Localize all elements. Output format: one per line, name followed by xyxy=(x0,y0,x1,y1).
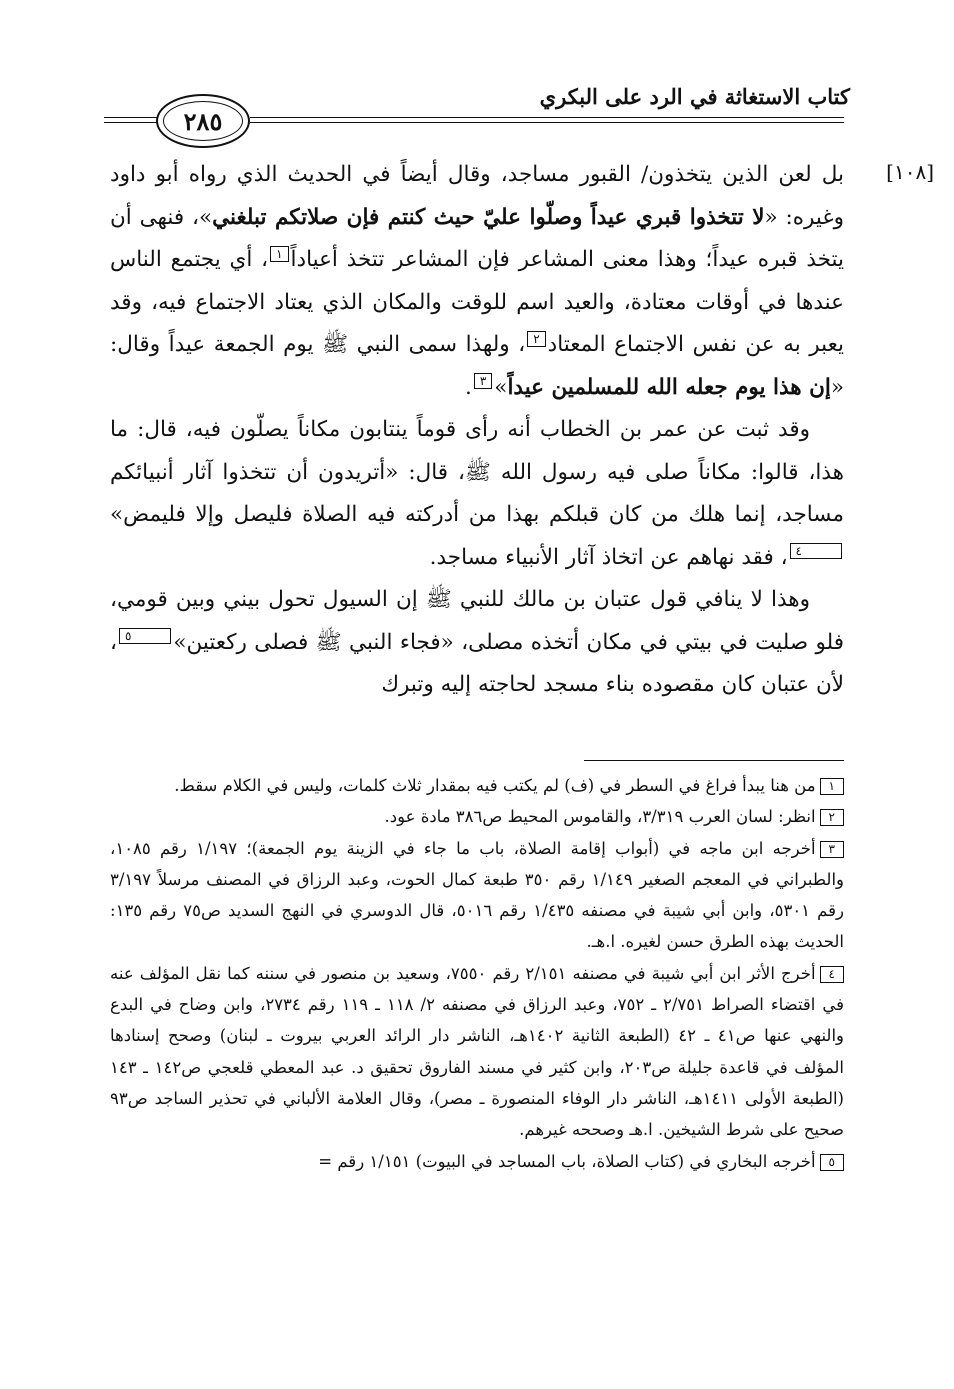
footnote-number: ٢ xyxy=(820,809,844,826)
footnote-number: ٥ xyxy=(820,1154,844,1171)
footnote-marker-3[interactable]: ٣ xyxy=(474,373,492,389)
hadith-quote: لا تتخذوا قبري عيداً وصلّوا عليّ حيث كنتم فإن صلاتكم تبلغني xyxy=(212,204,765,230)
footnote-marker-4[interactable]: ٤ xyxy=(790,543,842,559)
footnote: ٤أخرج الأثر ابن أبي شيبة في مصنفه ٢/١٥١ رقم ٧٥٥٠، وسعيد بن منصور في سننه كما نقل المؤلف عنه في اقتضاء الصراط ٢/٧٥١ ـ ٧٥٢، وعبد الرزاق في مصنفه ٢/ ١١٨ ـ ١١٩ رقم ٢٧٣٤، وابن وضاح في البدع والنهي عنها ص٤١ ـ ٤٢ (الطبعة الثانية ١٤٠٢هـ، الناشر دار الرائد العربي بيروت ـ لبنان) وصحح إسنادها المؤلف في قاعدة جليلة ص٢٠٣، وابن كثير في مسند الفاروق تحقيق د. عبد المعطي قلعجي ص١٤٢ ـ ١٤٣ (الطبعة الأولى ١٤١١هـ، الناشر دار الوفاء المنصورة ـ مصر)، وقال العلامة الألباني في تحذير الساجد ص٩٣ صحيح على شرط الشيخين. ا.هـ وصححه غيرهم. xyxy=(110,963,845,1140)
header-rule-left-bottom xyxy=(104,122,158,123)
header-rule-right-bottom xyxy=(250,122,844,123)
footnote-number: ٤ xyxy=(820,966,844,983)
running-title: كتاب الاستغاثة في الرد على البكري xyxy=(539,84,850,109)
page-number-frame xyxy=(156,94,250,148)
footnotes xyxy=(110,770,844,1177)
footnote: ٢انظر: لسان العرب ٣/٣١٩، والقاموس المحيط ص٣٨٦ مادة عود. xyxy=(110,801,844,832)
hadith-quote: إن هذا يوم جعله الله للمسلمين عيداً xyxy=(507,374,831,400)
footnote: ٥أخرجه البخاري في (كتاب الصلاة، باب المساجد في البيوت) ١/١٥١ رقم = xyxy=(110,1146,844,1177)
main-text xyxy=(110,154,844,707)
footnote-number: ١ xyxy=(820,778,844,795)
paragraph-2: وقد ثبت عن عمر بن الخطاب أنه رأى قوماً ينتابون مكاناً يصلّون فيه، قال: ما هذا، قالوا: مكاناً صلى فيه رسول الله ﷺ، قال: «أتريدون أن تتخذوا آثار أنبيائكم مساجد، إنما هلك من كان قبلكم بهذا من أدركته فيه الصلاة فليصل وإلا فليمض»٤، فقد نهاهم عن اتخاذ آثار الأنبياء مساجد. xyxy=(110,417,844,570)
footnote-separator xyxy=(584,760,844,761)
footnote-marker-5[interactable]: ٥ xyxy=(119,628,171,644)
footnote: ١من هنا يبدأ فراغ في السطر في (ف) لم يكتب فيه بمقدار ثلاث كلمات، وليس في الكلام سقط. xyxy=(110,770,844,801)
footnote-marker-2[interactable]: ٢ xyxy=(527,331,545,347)
manuscript-folio-marker: [١٠٨] xyxy=(886,160,934,184)
paragraph-3: وهذا لا ينافي قول عتبان بن مالك للنبي ﷺ إن السيول تحول بيني وبين قومي، فلو صليت في بيتي في مكان أتخذه مصلى، «فجاء النبي ﷺ فصلى ركعتين»٥، لأن عتبان كان مقصوده بناء مسجد لحاجته إليه وتبرك xyxy=(110,587,844,697)
paragraph-1: بل لعن الذين يتخذون/ القبور مساجد، وقال أيضاً في الحديث الذي رواه أبو داود وغيره: «لا تتخذوا قبري عيداً وصلّوا عليّ حيث كنتم فإن صلاتكم تبلغني»، فنهى أن يتخذ قبره عيداً؛ وهذا معنى المشاعر فإن المشاعر تتخذ أعياداً١، أي يجتمع الناس عندها في أوقات معتادة، والعيد اسم للوقت والمكان الذي يعتاد الاجتماع فيه، وقد يعبر به عن نفس الاجتماع المعتاد٢، ولهذا سمى النبي ﷺ يوم الجمعة عيداً وقال: «إن هذا يوم جعله الله للمسلمين عيداً»٣. xyxy=(110,162,844,400)
footnote-number: ٣ xyxy=(820,841,844,858)
header-rule-right-top xyxy=(250,117,844,118)
footnote: ٣أخرجه ابن ماجه في (أبواب إقامة الصلاة، باب ما جاء في الزينة يوم الجمعة)؛ ١/١٩٧ رقم ١٠٨٥، والطبراني في المعجم الصغير ١/١٤٩ رقم ٣٥٠ طبعة كمال الحوت، وعبد الرزاق في المصنف مرسلاً ٣/١٩٧ رقم ٥٣٠١، وابن أبي شيبة في مصنفه ١/٤٣٥ رقم ٥٠١٦، قال الدوسري في النهج السديد ص٧٥ رقم ١٣٥: الحديث بهذه الطرق حسن لغيره. ا.هـ. xyxy=(110,838,845,952)
header-rule-left-top xyxy=(104,117,158,118)
footnote-marker-1[interactable]: ١ xyxy=(270,246,288,262)
page-number: ٢٨٥ xyxy=(183,106,223,136)
